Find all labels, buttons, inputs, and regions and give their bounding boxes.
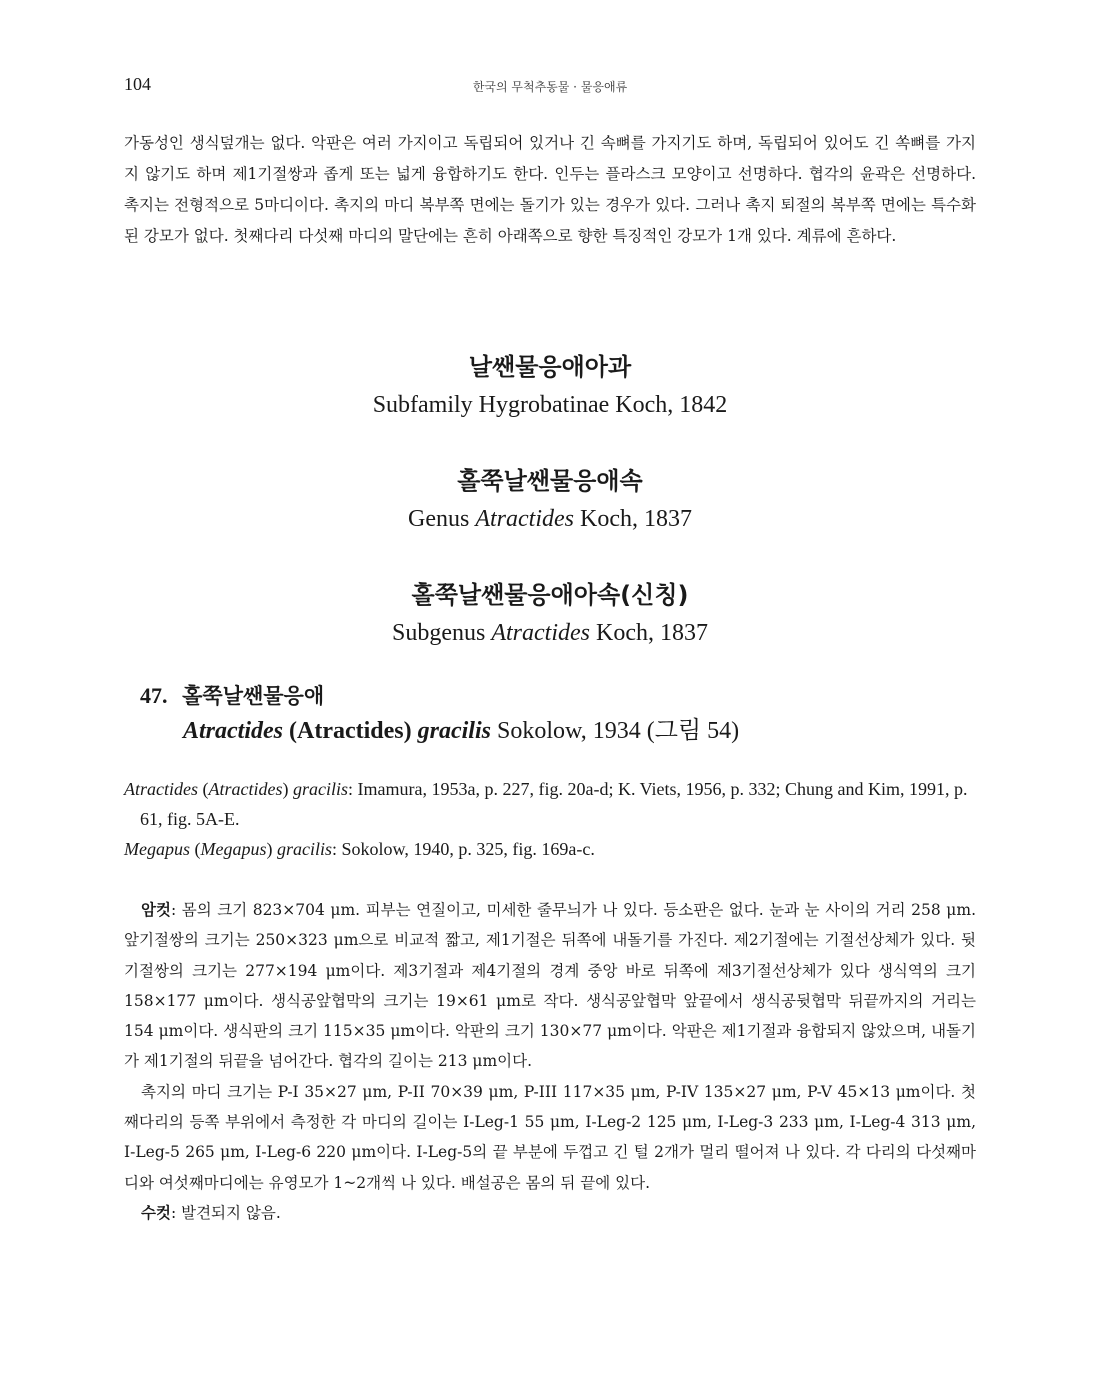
subgenus-rank: Subgenus <box>392 620 486 646</box>
genus-name: Atractides <box>475 506 574 532</box>
intro-paragraph: 가동성인 생식덮개는 없다. 악판은 여러 가지이고 독립되어 있거나 긴 속뼈를 가지기도 하며, 독립되어 있어도 긴 쏙뼈를 가지지 않기도 하며 제1기절쌍과 좁게 또는 넓게 융합하기도 한다. 인두는 플라스크 모양이고 선명하다. 협각의 윤곽은 선명하다. 촉지는 전형적으로 5마디이다. 촉지의 마디 복부쪽 면에는 돌기가 있는 경우가 있다. 그러나 촉지 퇴절의 복부쪽 면에는 특수화된 강모가 없다. 첫째다리 다섯째 마디의 말단에는 흔히 아래쪽으로 향한 특징적인 강모가 1개 있다. 계류에 흔하다. <box>124 134 976 245</box>
female-description <box>124 895 976 1077</box>
synonym-subgenus: Atractides <box>208 779 283 799</box>
subfamily-heading <box>0 350 1100 422</box>
genus-author: Koch, 1837 <box>580 506 692 532</box>
subfamily-korean: 날쌘물응애아과 <box>468 353 632 381</box>
synonymy-list <box>124 774 976 864</box>
figure-reference: (그림 54) <box>646 718 740 744</box>
subgenus-name: Atractides <box>491 620 590 646</box>
synonym-paren: ( <box>198 779 209 799</box>
genus-heading <box>0 464 1100 536</box>
species-epithet: gracilis <box>417 718 491 744</box>
synonym-references: : Imamura, 1953a, p. 227, fig. 20a-d; K. Viets, 1956, p. 332; Chung and Kim, 1991, p. 61, fig. 5A-E. <box>140 779 968 829</box>
female-text: : 몸의 크기 823×704 μm. 피부는 연질이고, 미세한 줄무늬가 나 있다. 등소판은 없다. 눈과 눈 사이의 거리 258 μm. 앞기절쌍의 크기는 250×323 μm으로 비교적 짧고, 제1기절은 뒤쪽에 내돌기를 가진다. 제2기절에는 기절선상체가 있다. 뒷기절쌍의 크기는 277×194 μm이다. 제3기절과 제4기절의 경계 중앙 바로 뒤쪽에 제3기절선상체가 있다 생식역의 크기 158×177 μm이다. 생식공앞협막의 크기는 19×61 μm로 작다. 생식공앞협막 앞끝에서 생식공뒷협막 뒤끝까지의 거리는 154 μm이다. 생식판의 크기 115×35 μm이다. 악판의 크기 130×77 μm이다. 악판은 제1기절과 융합되지 않았으며, 내돌기가 제1기절의 뒤끝을 넘어간다. 협각의 길이는 213 μm이다. <box>124 901 976 1071</box>
synonym-references: : Sokolow, 1940, p. 325, fig. 169a-c. <box>332 839 595 859</box>
synonym-subgenus: Megapus <box>200 839 267 859</box>
synonymy-entry <box>124 774 976 834</box>
male-label: 수컷 <box>141 1203 171 1222</box>
synonym-paren: ) <box>266 839 277 859</box>
species-korean: 홀쭉날쌘물응애 <box>182 684 325 708</box>
species-author: Sokolow, 1934 <box>496 718 641 744</box>
subgenus-latin <box>0 616 1100 650</box>
synonym-genus: Atractides <box>124 779 198 799</box>
running-header: 한국의 무척추동물 · 물응애류 <box>472 80 628 94</box>
male-text: : 발견되지 않음. <box>170 1203 281 1222</box>
synonymy-entry <box>124 834 976 864</box>
subgenus-heading <box>0 578 1100 650</box>
male-description <box>124 1198 976 1228</box>
genus-korean: 홀쭉날쌘물응애속 <box>457 467 643 495</box>
species-number: 47. <box>140 683 168 708</box>
synonym-epithet: gracilis <box>277 839 333 859</box>
synonym-epithet: gracilis <box>293 779 349 799</box>
species-latin-line <box>183 714 739 748</box>
page-number: 104 <box>124 74 151 94</box>
species-korean-line <box>140 680 739 712</box>
synonym-genus: Megapus <box>124 839 190 859</box>
synonym-paren: ) <box>282 779 293 799</box>
genus-rank: Genus <box>408 506 470 532</box>
synonym-paren: ( <box>190 839 201 859</box>
subgenus-author: Koch, 1837 <box>596 620 708 646</box>
female-label: 암컷 <box>141 901 171 919</box>
genus-latin <box>0 502 1100 536</box>
female-measurements: 촉지의 마디 크기는 P-I 35×27 μm, P-II 70×39 μm, P-III 117×35 μm, P-IV 135×27 μm, P-V 45×13 μm이다. 첫째다리의 등쪽 부위에서 측정한 각 마디의 길이는 I-Leg-1 55 μm, I-Leg-2 125 μm, I-Leg-3 233 μm, I-Leg-4 313 μm, I-Leg-5 265 μm, I-Leg-6 220 μm이다. I-Leg-5의 끝 부분에 두껍고 긴 털 2개가 멀리 떨어져 나 있다. 각 다리의 다섯째마디와 여섯째마디에는 유영모가 1~2개씩 나 있다. 배설공은 몸의 뒤 끝에 있다. <box>124 1082 976 1192</box>
subgenus-korean: 홀쭉날쌘물응애아속(신칭) <box>411 581 689 609</box>
description-body <box>124 895 976 1228</box>
subfamily-latin: Subfamily Hygrobatinae Koch, 1842 <box>372 392 728 418</box>
species-genus: Atractides <box>183 718 283 744</box>
species-subgenus: (Atractides) <box>289 718 412 744</box>
species-heading <box>140 680 739 748</box>
